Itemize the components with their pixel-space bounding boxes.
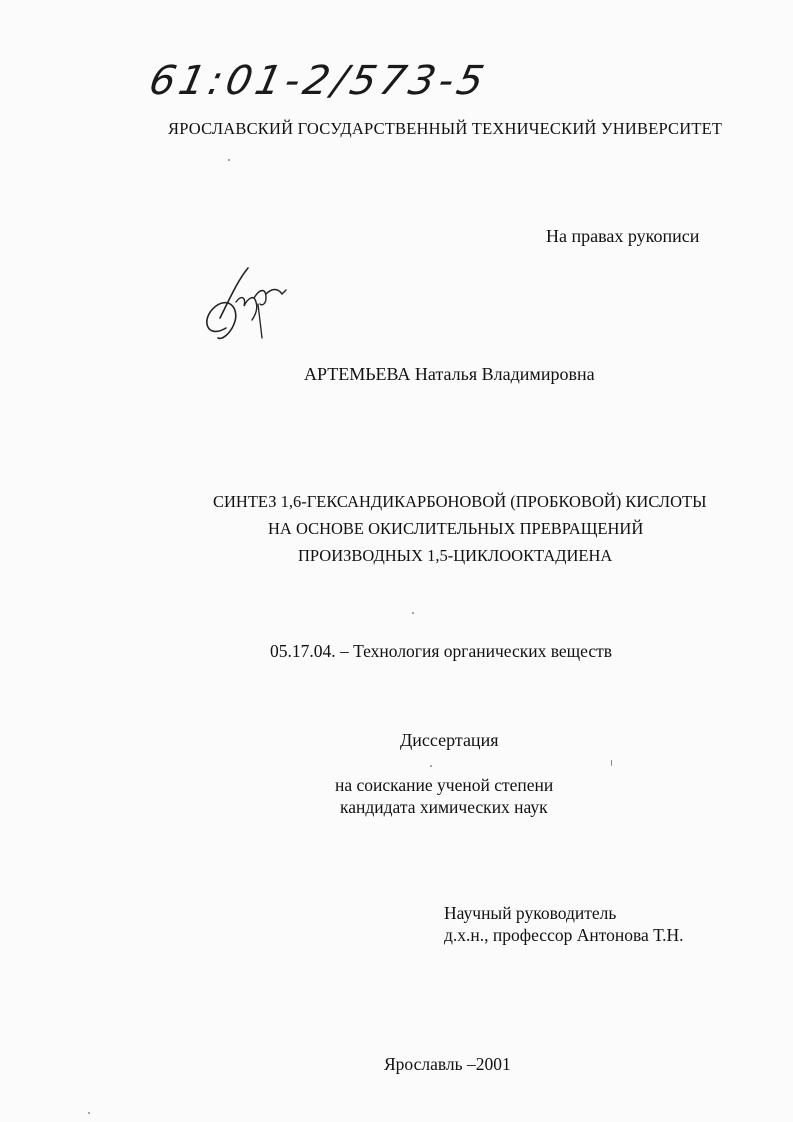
scan-speck (430, 765, 432, 767)
specialty-code: 05.17.04. – Технология органических веществ (270, 641, 612, 661)
city-and-year: Ярославль –2001 (384, 1054, 511, 1074)
supervisor-label: Научный руководитель (444, 903, 617, 923)
title-line-2: НА ОСНОВЕ ОКИСЛИТЕЛЬНЫХ ПРЕВРАЩЕНИЙ (268, 519, 644, 538)
handwritten-archive-code: 61:01-2/573-5 (145, 58, 492, 104)
scan-speck (228, 159, 230, 161)
title-line-3: ПРОИЗВОДНЫХ 1,5-ЦИКЛООКТАДИЕНА (298, 546, 613, 565)
author-name: АРТЕМЬЕВА Наталья Владимировна (304, 364, 595, 384)
scan-speck (88, 1112, 90, 1114)
document-type: Диссертация (400, 730, 499, 750)
scan-speck (611, 760, 612, 766)
university-name: ЯРОСЛАВСКИЙ ГОСУДАРСТВЕННЫЙ ТЕХНИЧЕСКИЙ УНИВЕРСИТЕТ (168, 119, 723, 138)
title-line-1: СИНТЕЗ 1,6-ГЕКСАНДИКАРБОНОВОЙ (ПРОБКОВОЙ) КИСЛОТЫ (213, 492, 707, 511)
supervisor-name: д.х.н., профессор Антонова Т.Н. (444, 925, 684, 945)
handwritten-signature (196, 258, 296, 348)
manuscript-rights-note: На правах рукописи (546, 226, 700, 246)
degree-line-2: кандидата химических наук (340, 797, 548, 817)
degree-line-1: на соискание ученой степени (335, 775, 554, 795)
scan-speck (412, 612, 414, 614)
